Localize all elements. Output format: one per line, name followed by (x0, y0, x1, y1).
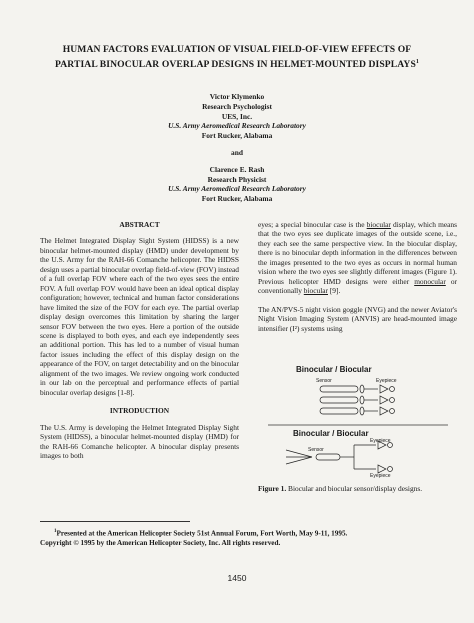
bottom-lenses-icon (286, 441, 393, 473)
paper-title (20, 43, 454, 71)
introduction-heading: INTRODUCTION (109, 406, 170, 416)
title-line-1: HUMAN FACTORS EVALUATION OF VISUAL FIELD-OF-VIEW EFFECTS OF (62, 44, 412, 55)
p1-d: [9]. (328, 286, 341, 296)
abstract-text: The Helmet Integrated Display Sight System (HIDSS) is a new binocular helmet-mounted display (HMD) under development by the U.S. Army for the RAH-66 Comanche helicopter. The HIDSS design uses a partial binocular overlap field-of-view (FOV) instead of a full overlap FOV where each of the two eyes sees the entire FOV. A full overlap FOV would have been an ideal optical display configuration; however, technical and human factor considerations have limited the size of the FOV for each eye. The partial overlap display design overcomes this limitation by sharing the larger sensor FOV between the two eyes. Here a portion of the outside scene is displayed to both eyes, and each eye independently sees an additional portion. This has led to a number of visual human factor issues including the effect of this display design on the appearance of the FOV, on target detectability and on the binocular alignment of the two images. We review ongoing work conducted in our lab on the perceptual and performance effects of partial binocular overlap designs [1-8]. (40, 236, 239, 397)
figure-top-sensor-label: Sensor (316, 378, 332, 384)
and-separator: and (231, 147, 243, 157)
figure-top-label: Binocular / Biocular (296, 365, 372, 374)
introduction-text: The U.S. Army is developing the Helmet Integrated Display Sight System (HIDSS), a binocular helmet-mounted display (HMD) for the RAH-66 Comanche helicopter. A binocular display presents images to both (40, 422, 239, 460)
author2-role: Research Physicist (207, 174, 267, 184)
author1-location: Fort Rucker, Alabama (201, 131, 273, 141)
title-line-2 (20, 56, 454, 71)
author2-affiliation: U.S. Army Aeromedical Research Laboratory (168, 184, 306, 194)
page-number: 1450 (227, 573, 247, 583)
title-footnote-mark: 1 (415, 59, 419, 65)
right-paragraph-2: The AN/PVS-5 night vision goggle (NVG) and the newer Aviator's Night Vision Imaging System (ANVIS) are head-mounted image intensifier (I²) systems using (258, 304, 457, 333)
left-column (40, 220, 239, 469)
footnote-line-1 (40, 527, 444, 539)
author1-org: UES, Inc. (221, 111, 253, 121)
right-column (258, 220, 457, 342)
footnote-line-1-text: Presented at the American Helicopter Society 51st Annual Forum, Fort Worth, May 9-11, 1995. (56, 529, 348, 538)
p1-underline-biocular-2: biocular (303, 286, 328, 296)
author2-name: Clarence E. Rash (209, 164, 265, 174)
caption-text: Biocular and biocular sensor/display designs. (286, 484, 423, 493)
author1-name: Victor Klymenko (209, 92, 265, 101)
figure-top-eyepiece-label: Eyepiece (376, 378, 397, 384)
p1-underline-monocular: monocular (414, 276, 446, 286)
p1-c: or conventionally (258, 276, 457, 296)
p1-b: display, which means that the two eyes see duplicate images of the outside scene, i.e., they each see the same perspective view. In the biocular display, there is no binocular depth information in the differences between the images presented to the two eyes as occurs in normal human vision where the two eyes see slightly different images (Figure 1). Previous helicopter HMD designs were either (258, 220, 457, 286)
author1-role: Research Psychologist (202, 101, 272, 111)
title-line-2-text: PARTIAL BINOCULAR OVERLAP DESIGNS IN HELMET-MOUNTED DISPLAYS (55, 59, 416, 71)
footnote-line-2: Copyright © 1995 by the American Helicopter Society, Inc. All rights reserved. (40, 538, 281, 547)
footnote-rule (40, 521, 190, 522)
author-block (60, 92, 414, 204)
figure-bottom-eyepiece-label-2: Eyepiece (370, 473, 391, 479)
p1-underline-biocular: biocular (366, 220, 391, 229)
author2-location: Fort Rucker, Alabama (201, 194, 273, 204)
figure-bottom-sensor-label: Sensor (308, 447, 324, 453)
top-lenses-icon (320, 385, 395, 415)
figure-bottom-label: Binocular / Biocular (293, 429, 369, 438)
figure-caption (258, 484, 458, 494)
author1-affiliation: U.S. Army Aeromedical Research Laboratory (168, 121, 306, 131)
caption-label: Figure 1. (258, 484, 287, 493)
footnote-mark: 1 (54, 529, 57, 534)
figure-bottom-eyepiece-label-1: Eyepiece (370, 438, 391, 444)
abstract-heading: ABSTRACT (119, 220, 160, 229)
p1-a: eyes; a special binocular case is the (258, 220, 367, 229)
right-paragraph-1 (258, 220, 457, 296)
footnote (40, 527, 444, 549)
